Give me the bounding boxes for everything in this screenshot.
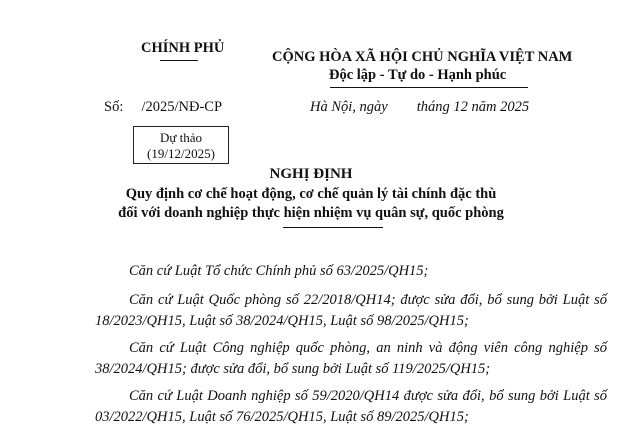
document-title-line-1: Quy định cơ chế hoạt động, cơ chế quản lý tài chính đặc thù: [125, 186, 497, 202]
legal-basis-2: Căn cứ Luật Quốc phòng số 22/2018/QH14; được sửa đổi, bổ sung bởi Luật số 18/2023/QH15, Luật số 38/2024/QH15, Luật số 98/2025/QH15;: [95, 292, 607, 329]
national-title: CỘNG HÒA XÃ HỘI CHỦ NGHĨA VIỆT NAM: [272, 49, 573, 65]
issuing-agency: CHÍNH PHỦ: [141, 40, 225, 56]
legal-basis-3: Căn cứ Luật Công nghiệp quốc phòng, an ninh và động viên công nghiệp số 38/2024/QH15; được sửa đổi, bổ sung bởi Luật số 119/2025/QH15;: [95, 340, 607, 377]
draft-stamp-box: [133, 126, 229, 164]
draft-date: (19/12/2025): [147, 146, 215, 161]
legal-basis-4: Căn cứ Luật Doanh nghiệp số 59/2020/QH14 được sửa đổi, bổ sung bởi Luật số 03/2022/QH15, Luật số 76/2025/QH15, Luật số 89/2025/QH15;: [95, 388, 607, 425]
document-title-line-2: đối với doanh nghiệp thực hiện nhiệm vụ quân sự, quốc phòng: [118, 205, 504, 221]
document-number: Số: /2025/NĐ-CP: [104, 99, 223, 115]
motto-underline: [330, 87, 528, 88]
title-underline: [283, 227, 383, 228]
legal-basis-1: Căn cứ Luật Tổ chức Chính phủ số 63/2025/QH15;: [129, 263, 429, 279]
document-type: NGHỊ ĐỊNH: [269, 166, 353, 182]
draft-label: Dự thảo: [159, 130, 203, 145]
agency-underline: [160, 60, 198, 61]
national-motto: Độc lập - Tự do - Hạnh phúc: [329, 67, 507, 83]
place-and-date: Hà Nội, ngày tháng 12 năm 2025: [310, 99, 530, 115]
